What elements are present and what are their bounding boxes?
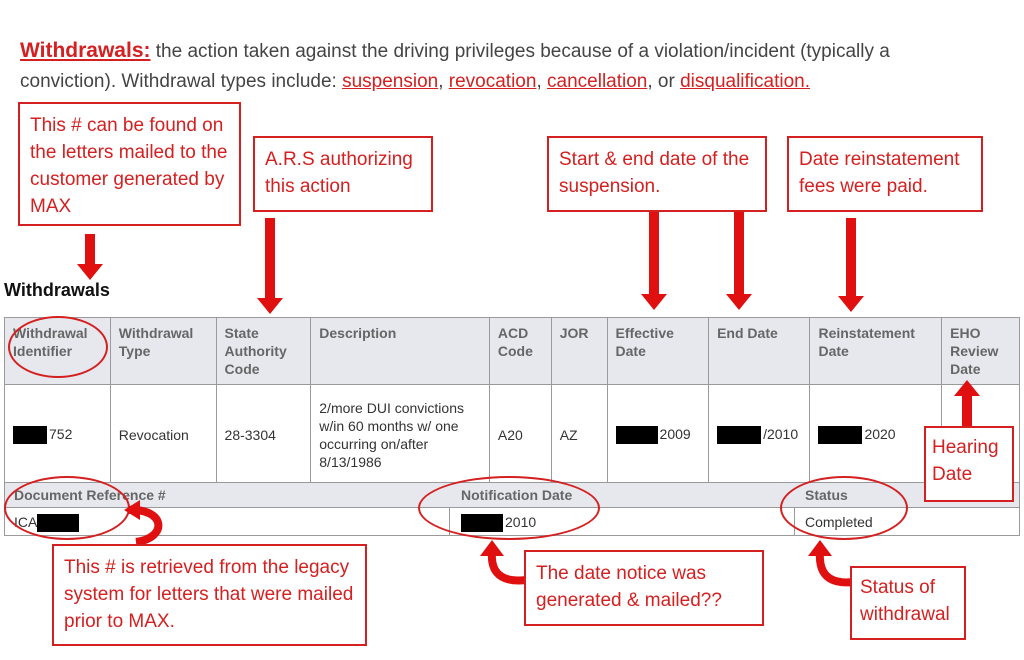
highlight-ellipse: [418, 476, 600, 540]
intro-paragraph: [20, 36, 980, 97]
header-description: Description: [311, 318, 490, 385]
identifier-value: 752: [49, 425, 73, 442]
redacted-block: [717, 426, 761, 444]
separator: ,: [438, 71, 449, 92]
arrow-down-icon: [76, 234, 104, 280]
type-disqualification-link[interactable]: disqualification.: [680, 71, 811, 92]
cell-jor: AZ: [551, 385, 607, 485]
header-withdrawal-identifier: Withdrawal Identifier: [5, 318, 111, 385]
callout-legacy: This # is retrieved from the legacy system for letters that were mailed prior to MAX.: [52, 544, 367, 646]
highlight-ellipse: [4, 476, 130, 540]
status-value: Completed: [805, 514, 873, 530]
redacted-block: [13, 426, 47, 444]
cell-effective: [607, 385, 709, 485]
redacted-block: [616, 426, 658, 444]
header-notification-date: Notification Date: [461, 487, 573, 503]
notification-text: 2010: [505, 514, 537, 530]
withdrawals-table: [4, 317, 1020, 485]
type-cancellation-link[interactable]: cancellation: [547, 71, 648, 92]
arrow-down-icon: [837, 218, 865, 312]
callout-dates: Start & end date of the suspension.: [547, 136, 767, 212]
arrow-down-icon: [725, 212, 753, 310]
header-acd-code: ACD Code: [489, 318, 551, 385]
cell-identifier: [5, 385, 111, 485]
end-value: /2010: [763, 425, 799, 442]
reinstatement-value: 2020: [864, 425, 896, 442]
doc-ref-text: ICA: [14, 514, 38, 530]
separator: , or: [647, 71, 681, 92]
cell-reinstatement: [810, 385, 942, 485]
header-document-reference: Document Reference #: [14, 487, 166, 503]
arrow-down-icon: [640, 212, 668, 310]
cell-acd: A20: [489, 385, 551, 485]
cell-end: [709, 385, 810, 485]
highlight-ellipse: [8, 316, 108, 378]
header-end-date: End Date: [709, 318, 810, 385]
cell-type: Revocation: [110, 385, 216, 485]
arrow-down-icon: [256, 218, 284, 314]
callout-identifier: This # can be found on the letters mailed to the customer generated by MAX: [18, 102, 241, 226]
header-effective-date: Effective Date: [607, 318, 709, 385]
callout-ars: A.R.S authorizing this action: [253, 136, 433, 212]
header-withdrawal-type: Withdrawal Type: [110, 318, 216, 385]
table-row: [5, 385, 1020, 485]
header-eho-review-date: EHO Review Date: [942, 318, 1020, 385]
callout-reinstatement: Date reinstatement fees were paid.: [787, 136, 983, 212]
callout-notice: The date notice was generated & mailed??: [524, 550, 764, 626]
arrow-up-icon: [953, 380, 981, 426]
cell-authority: 28-3304: [216, 385, 311, 485]
curved-arrow-icon: [118, 498, 178, 550]
header-reinstatement-date: Reinstatement Date: [810, 318, 942, 385]
callout-hearing: Hearing Date: [924, 426, 1014, 502]
cell-description: 2/more DUI convictions w/in 60 months w/ one occurring on/after 8/13/1986: [311, 385, 490, 485]
intro-text: the action taken against the driving privileges because of a violation/incident (typically a conviction). Withdrawal types include:: [20, 41, 890, 92]
highlight-ellipse: [780, 476, 908, 540]
separator: ,: [536, 71, 548, 92]
type-revocation-link[interactable]: revocation: [448, 71, 537, 92]
header-status: Status: [805, 487, 848, 503]
header-jor: JOR: [551, 318, 607, 385]
withdrawals-keyword: Withdrawals:: [20, 39, 151, 62]
effective-value: 2009: [659, 425, 691, 442]
section-title: Withdrawals: [4, 280, 110, 300]
header-state-authority-code: State Authority Code: [216, 318, 311, 385]
callout-status: Status of withdrawal: [850, 566, 966, 640]
redacted-block: [818, 426, 862, 444]
type-suspension-link[interactable]: suspension: [342, 71, 439, 92]
